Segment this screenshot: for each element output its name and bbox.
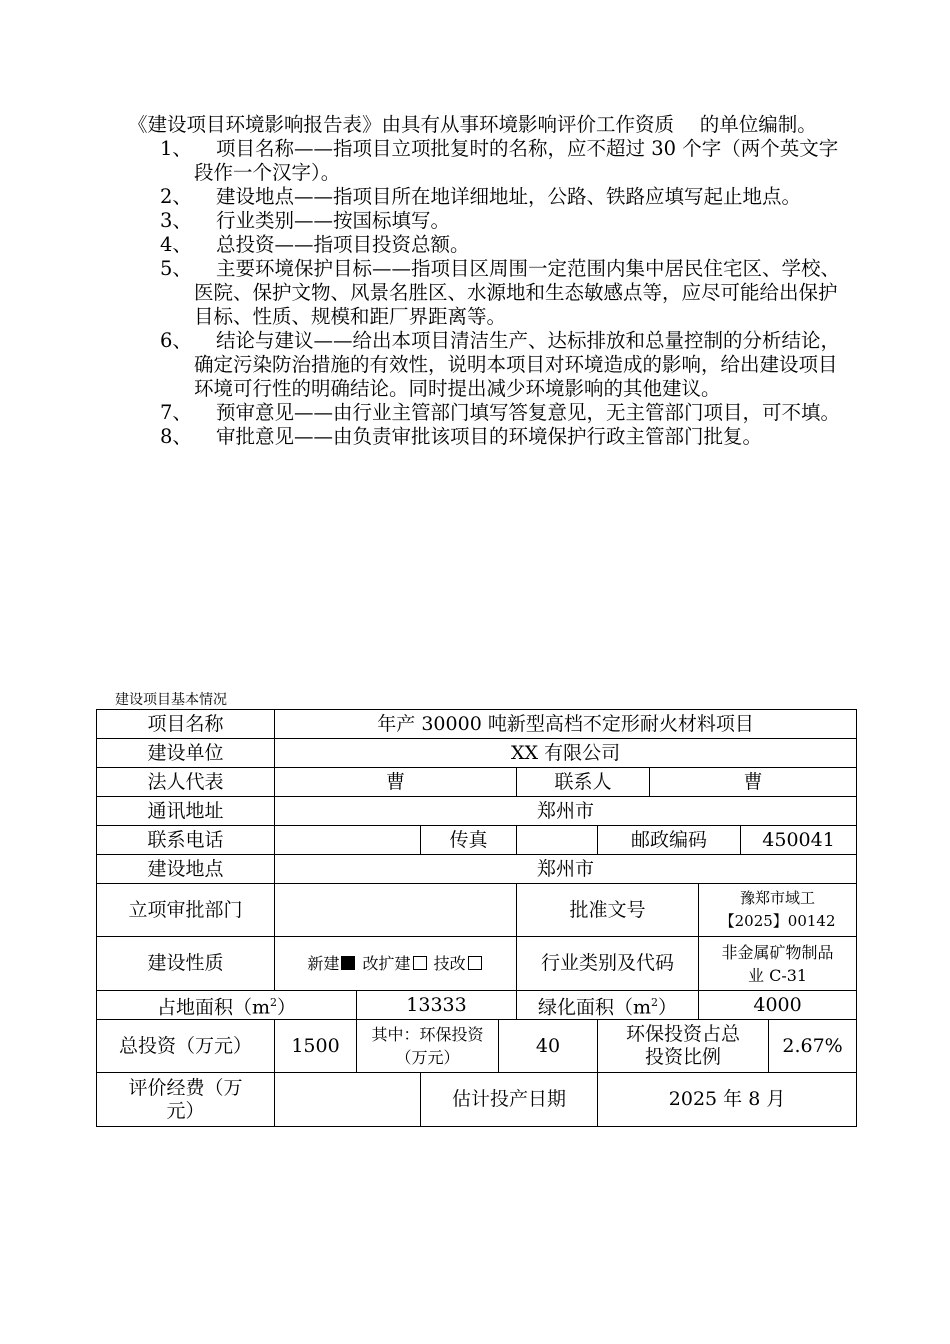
industry-value: 非金属矿物制品 业 C-31: [699, 937, 857, 991]
industry-label: 行业类别及代码: [517, 937, 699, 991]
instruction-item: 5、 主要环境保护目标——指项目区周围一定范围内集中居民住宅区、学校、医院、保护文物、风景名胜区、水源地和生态敏感点等，应尽可能给出保护目标、性质、规模和距厂界距离等。: [160, 257, 841, 328]
fax-value: [517, 826, 598, 855]
project-name-label: 项目名称: [97, 710, 275, 739]
nature-options: 新建 改扩建 技改: [275, 937, 517, 991]
instruction-item: 3、 行业类别——按国标填写。: [160, 209, 451, 232]
env-invest-value: 40: [499, 1020, 598, 1073]
env-ratio-value: 2.67%: [769, 1020, 857, 1073]
unchecked-box-icon[interactable]: [468, 956, 482, 970]
project-basic-info-table: [96, 709, 857, 1127]
site-label: 建设地点: [97, 855, 275, 884]
green-value: 4000: [699, 991, 857, 1020]
approval-no-label: 批准文号: [517, 884, 699, 937]
postcode-label: 邮政编码: [598, 826, 741, 855]
instruction-item: 4、 总投资——指项目投资总额。: [160, 233, 470, 256]
fax-label: 传真: [421, 826, 517, 855]
approval-no-value: 豫郑市域工 【2025】00142: [699, 884, 857, 937]
area-label: 占地面积$(m^2)$: [97, 991, 357, 1020]
unit-value: XX 有限公司: [275, 739, 857, 768]
instruction-item: 8、 审批意见——由负责审批该项目的环境保护行政主管部门批复。: [160, 425, 763, 448]
env-invest-label: 其中：环保投资 （万元）: [357, 1020, 499, 1073]
invest-label: 总投资（万元）: [97, 1020, 275, 1073]
instruction-item: 6、 结论与建议——给出本项目清洁生产、达标排放和总量控制的分析结论，确定污染防治措施的有效性，说明本项目对环境造成的影响，给出建设项目环境可行性的明确结论。同时提出减少环境影响的其他建议。: [160, 329, 841, 400]
approval-dept-value: [275, 884, 517, 937]
contact-value: 曹: [650, 768, 857, 797]
address-value: 郑州市: [275, 797, 857, 826]
instruction-list: [113, 137, 843, 449]
checked-box-icon[interactable]: [341, 956, 355, 970]
project-name-value: 年产 30000 吨新型高档不定形耐火材料项目: [275, 710, 857, 739]
site-value: 郑州市: [275, 855, 857, 884]
nature-label: 建设性质: [97, 937, 275, 991]
unchecked-box-icon[interactable]: [413, 956, 427, 970]
instruction-item: 1、 项目名称——指项目立项批复时的名称，应不超过 30 个字（两个英文字段作一个汉字）。: [160, 137, 839, 184]
instruction-item: 2、 建设地点——指项目所在地详细地址，公路、铁路应填写起止地点。: [160, 185, 802, 208]
green-label: 绿化面积$(m^2)$: [517, 991, 699, 1020]
table-caption: 建设项目基本情况: [115, 692, 227, 708]
legal-rep-value: 曹: [275, 768, 517, 797]
address-label: 通讯地址: [97, 797, 275, 826]
instructions-section: [113, 113, 843, 449]
production-date-label: 估计投产日期: [421, 1073, 598, 1127]
instruction-item: 7、 预审意见——由行业主管部门填写答复意见，无主管部门项目，可不填。: [160, 401, 841, 424]
legal-rep-label: 法人代表: [97, 768, 275, 797]
postcode-value: 450041: [741, 826, 857, 855]
phone-label: 联系电话: [97, 826, 275, 855]
unit-label: 建设单位: [97, 739, 275, 768]
intro-paragraph: 《建设项目环境影响报告表》由具有从事环境影响评价工作资质 的单位编制。: [128, 113, 817, 136]
approval-dept-label: 立项审批部门: [97, 884, 275, 937]
contact-label: 联系人: [517, 768, 650, 797]
invest-value: 1500: [275, 1020, 357, 1073]
phone-value: [275, 826, 421, 855]
area-value: 13333: [357, 991, 517, 1020]
production-date-value: 2025 年 8 月: [598, 1073, 857, 1127]
eval-fee-value: [275, 1073, 421, 1127]
eval-fee-label: 评价经费（万 元）: [97, 1073, 275, 1127]
env-ratio-label: 环保投资占总 投资比例: [598, 1020, 769, 1073]
